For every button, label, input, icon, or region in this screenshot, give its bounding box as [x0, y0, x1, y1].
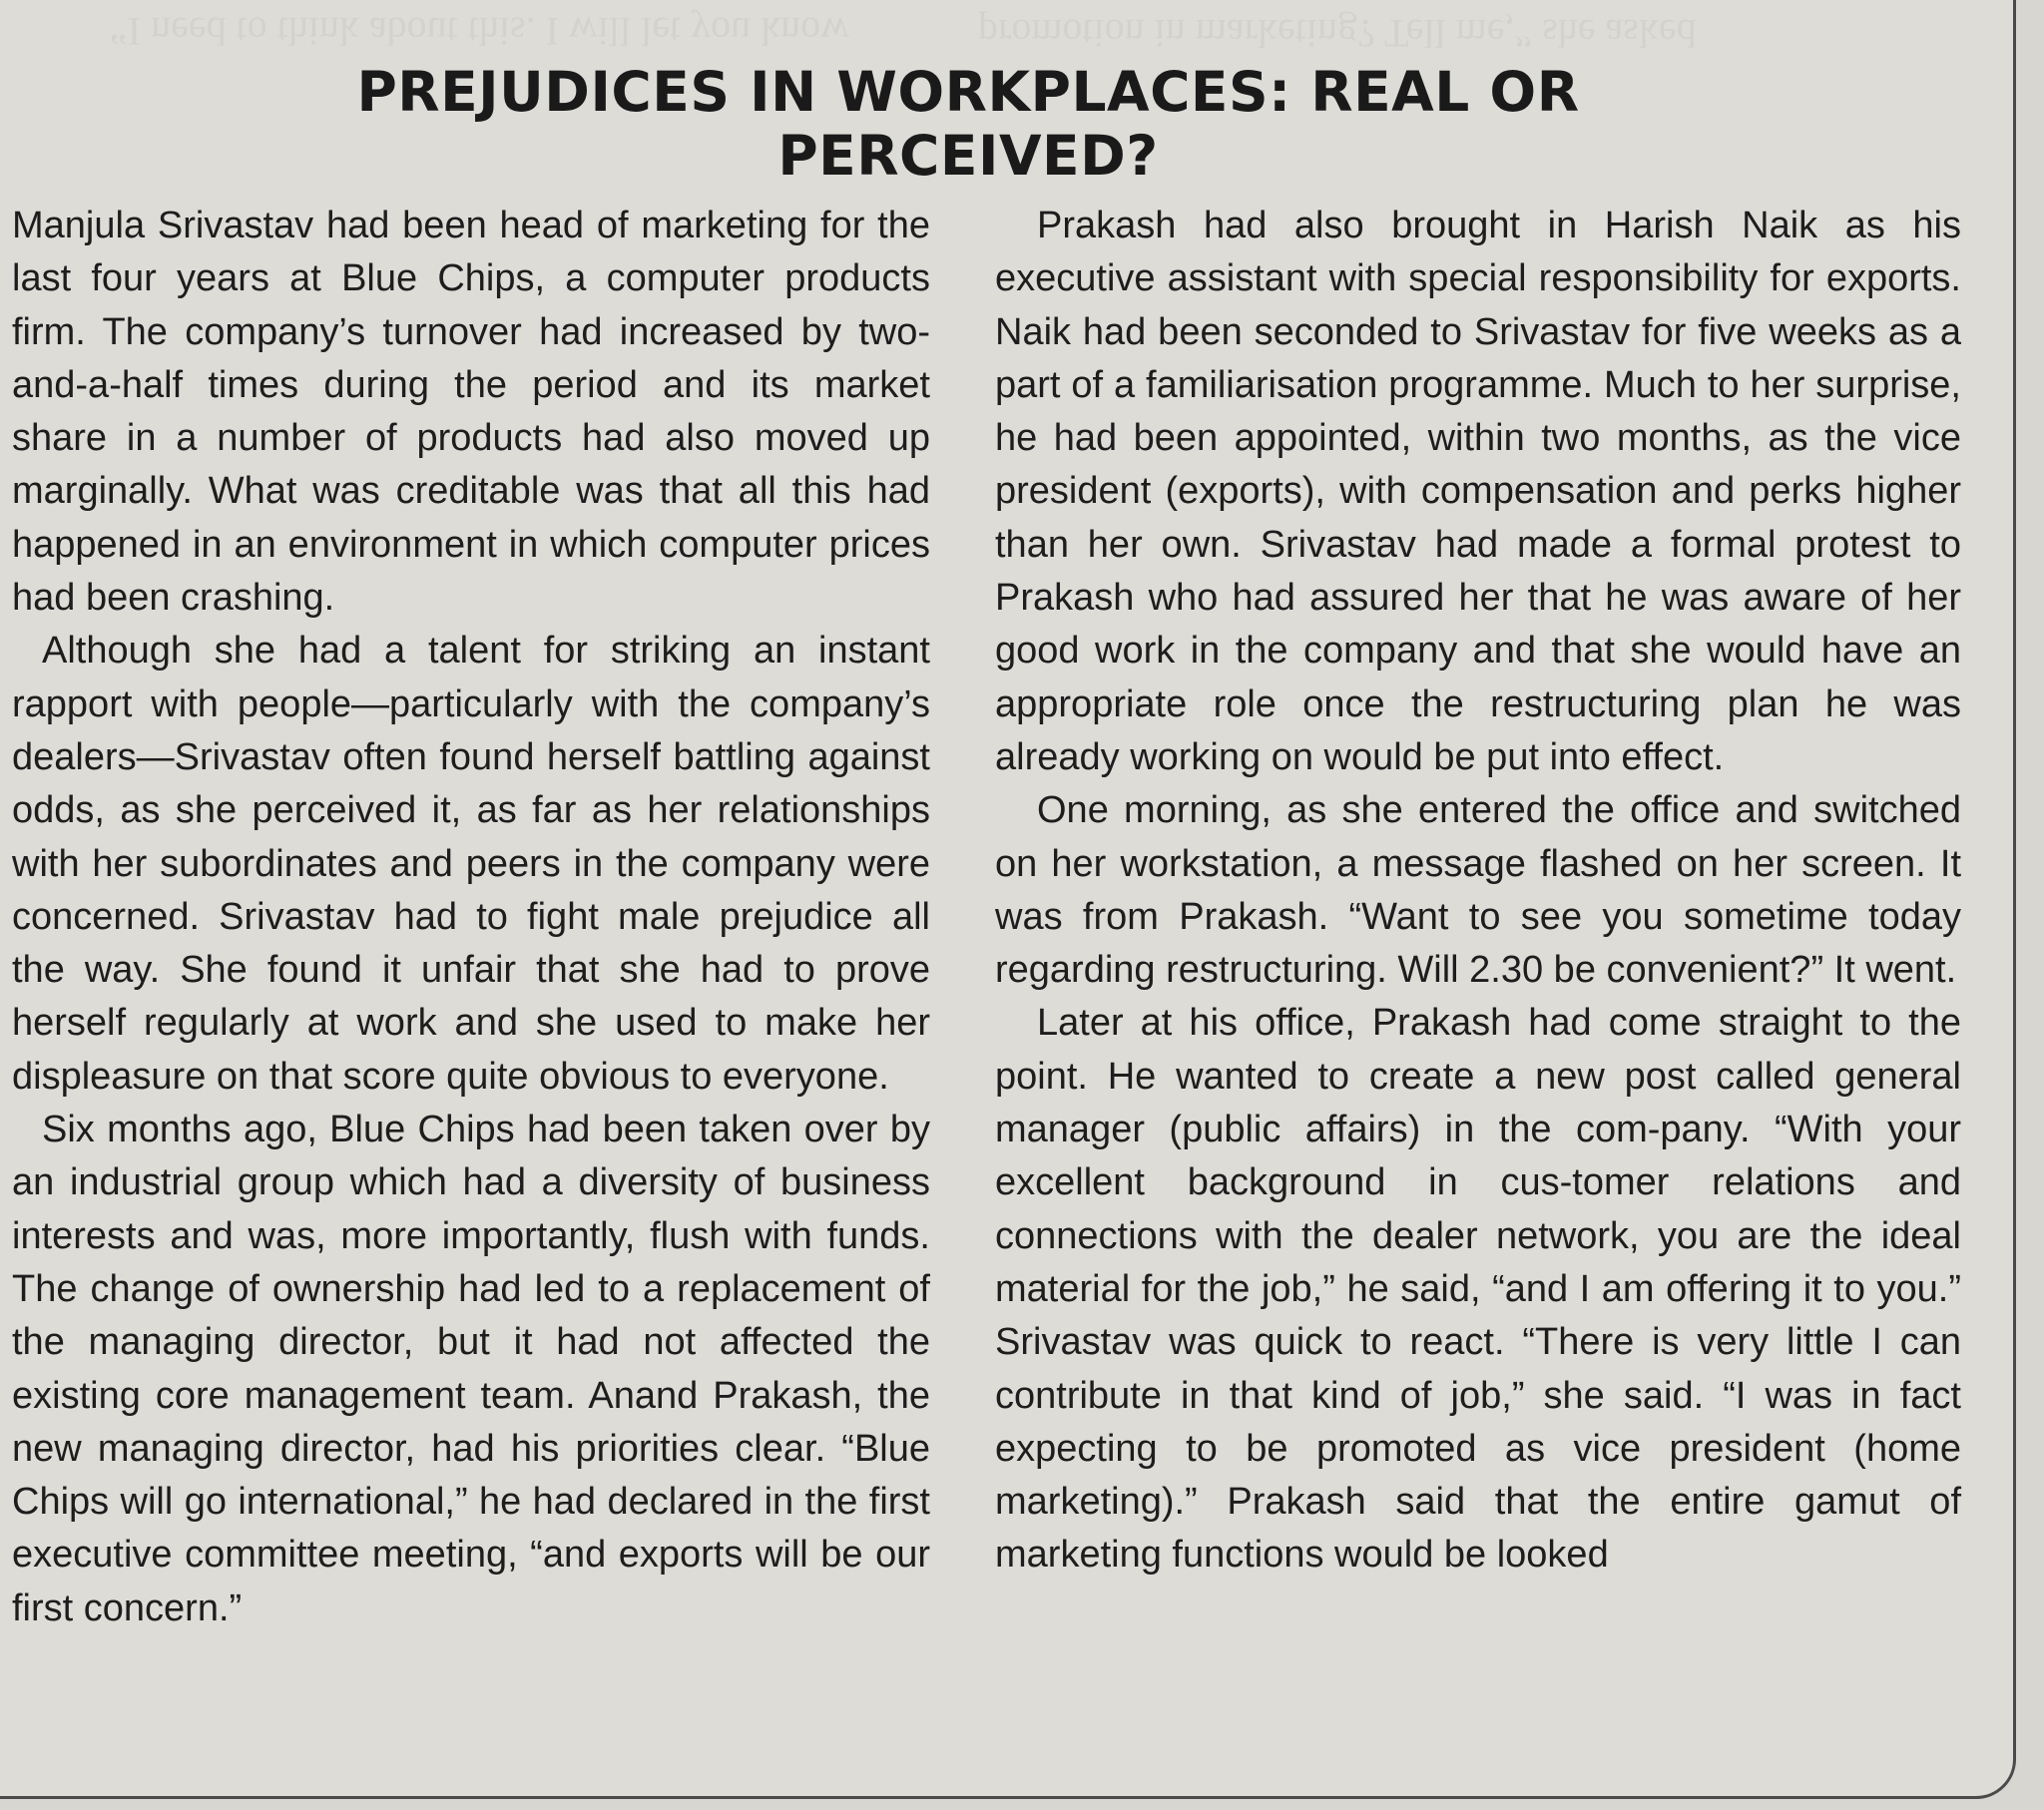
paragraph: Although she had a talent for striking an instant rapport with people—particularly with the company’s dealers—Srivastav often found herself battling against odds, as she perceived it, as far as her relationships with her subordinates and peers in the company were concerned. Srivastav had to fight male prejudice all the way. She found it unfair that she had to prove herself regularly at work and she used to make her displeasure on that score quite obvious to everyone.: [12, 630, 930, 1098]
paragraph: Later at his office, Prakash had come straight to the point. He wanted to create a new post called general manager (public affairs) in the com-pany. “With your excellent background in cus-tomer relations and connections with the dealer network, you are the ideal material for the job,” he said, “and I am offering it to you.” Srivastav was quick to react. “There is very little I can contribute in that kind of job,” she said. “I was in fact expecting to be promoted as vice president (home marketing).” Prakash said that the entire gamut of marketing functions would be looked: [995, 1002, 1961, 1577]
page-title: PREJUDICES IN WORKPLACES: REAL OR PERCEIVED?: [356, 60, 1580, 188]
paragraph: One morning, as she entered the office and switched on her workstation, a message flashed on her screen. It was from Prakash. “Want to see you sometime today regarding restructuring. Will 2.30 be convenient?” It went.: [995, 789, 1961, 992]
paragraph: Prakash had also brought in Harish Naik as his executive assistant with special responsibility for exports. Naik had been seconded to Srivastav for five weeks as a part of a familiarisation programme. Much to her surprise, he had been appointed, within two months, as the vice president (exports), with compensation and perks higher than her own. Srivastav had made a formal protest to Prakash who had assured her that he was aware of her good work in the company and that she would have an appropriate role once the restructuring plan he was already working on would be put into effect.: [995, 205, 1961, 778]
paragraph: Six months ago, Blue Chips had been taken over by an industrial group which had a diversity of business interests and was, more importantly, flush with funds. The change of ownership had led to a replacement of the managing director, but it had not affected the existing core management team. Anand Prakash, the new managing director, had his priorities clear. “Blue Chips will go international,” he had declared in the first executive committee meeting, “and exports will be our first concern.”: [12, 1109, 930, 1629]
right-column: [995, 200, 1961, 1583]
paragraph: Manjula Srivastav had been head of marketing for the last four years at Blue Chips, a computer products firm. The company’s turnover had increased by two-and-a-half times during the period and its market share in a number of products had also moved up marginally. What was creditable was that all this had happened in an environment in which computer prices had been crashing.: [12, 205, 930, 620]
left-column: [12, 200, 930, 1635]
